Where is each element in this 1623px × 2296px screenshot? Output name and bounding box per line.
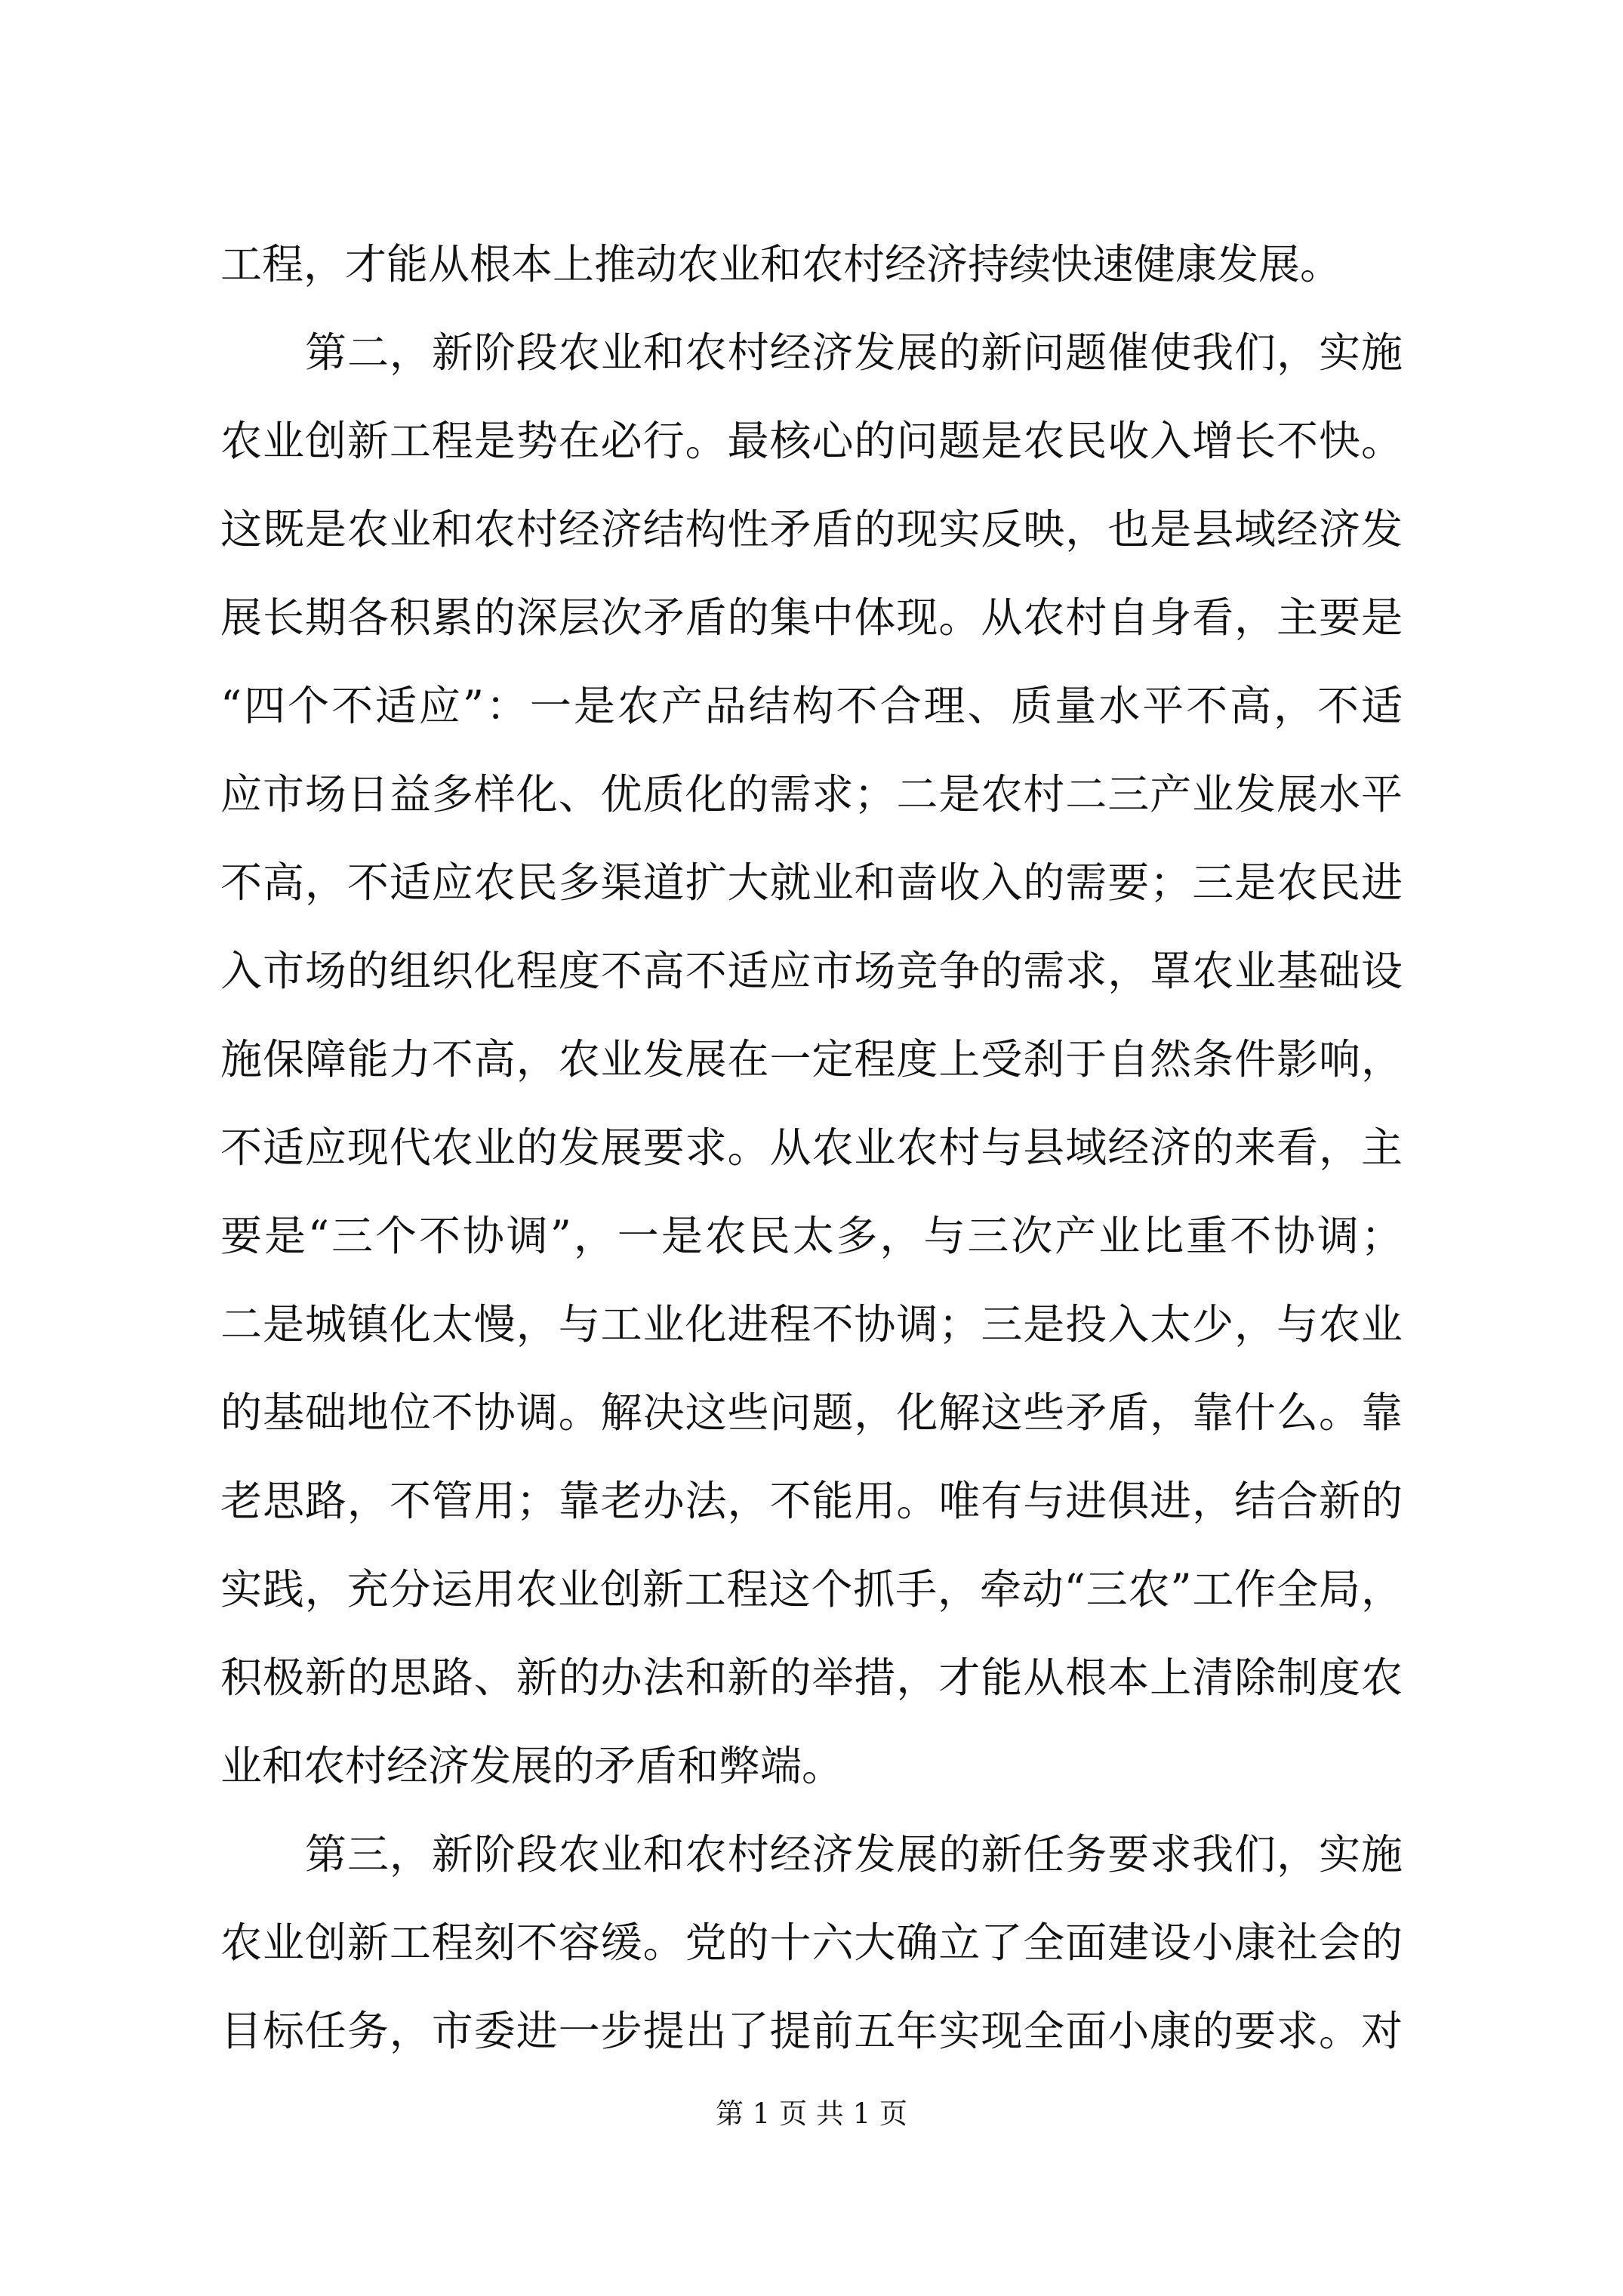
page-number-label: 第 1 页 共 1 页 [716,2097,907,2130]
text-line: 要是“三个不协调”，一是农民太多，与三次产业比重不协调； [220,1212,1403,1260]
page-footer [0,2095,1623,2133]
text-line: 二是城镇化太慢，与工业化进程不协调；三是投入太少，与农业 [220,1300,1403,1348]
text-line: 积极新的思路、新的办法和新的举措，才能从根本上清除制度农 [220,1653,1403,1702]
text-line: 农业创新工程是势在必行。最核心的问题是农民收入增长不快。 [220,417,1403,465]
text-line: 老思路，不管用；靠老办法，不能用。唯有与进俱进，结合新的 [220,1477,1403,1525]
text-line: 这既是农业和农村经济结构性矛盾的现实反映，也是县域经济发 [220,505,1403,553]
text-line: 施保障能力不高，农业发展在一定程度上受刹于自然条件影响， [220,1035,1403,1083]
text-line: 不适应现代农业的发展要求。从农业农村与县域经济的来看，主 [220,1123,1403,1172]
body-text [220,220,1403,2076]
text-line: 的基础地位不协调。解决这些问题，化解这些矛盾，靠什么。靠 [220,1388,1403,1437]
paragraph-start-line: 第三，新阶段农业和农村经济发展的新任务要求我们，实施 [305,1830,1403,1878]
text-line: 入市场的组织化程度不高不适应市场竞争的需求，罩农业基础设 [220,947,1403,995]
paragraph-start-line: 第二，新阶段农业和农村经济发展的新问题催使我们，实施 [305,328,1403,377]
text-line: 实践，充分运用农业创新工程这个抓手，牵动“三农”工作全局， [220,1565,1403,1613]
text-line: 不高，不适应农民多渠道扩大就业和啬收入的需要；三是农民进 [220,858,1403,907]
text-line: 农业创新工程刻不容缓。党的十六大确立了全面建设小康社会的 [220,1918,1403,1967]
text-line: 展长期各积累的深层次矛盾的集中体现。从农村自身看，主要是 [220,593,1403,642]
text-line: “四个不适应”：一是农产品结构不合理、质量水平不高，不适 [220,682,1403,730]
text-line: 工程，才能从根本上推动农业和农村经济持续快速健康发展。 [220,240,1342,288]
text-line: 目标任务，市委进一步提出了提前五年实现全面小康的要求。对 [220,2007,1403,2055]
text-line: 应市场日益多样化、优质化的需求；二是农村二三产业发展水平 [220,770,1403,818]
text-line: 业和农村经济发展的矛盾和弊端。 [220,1742,844,1790]
